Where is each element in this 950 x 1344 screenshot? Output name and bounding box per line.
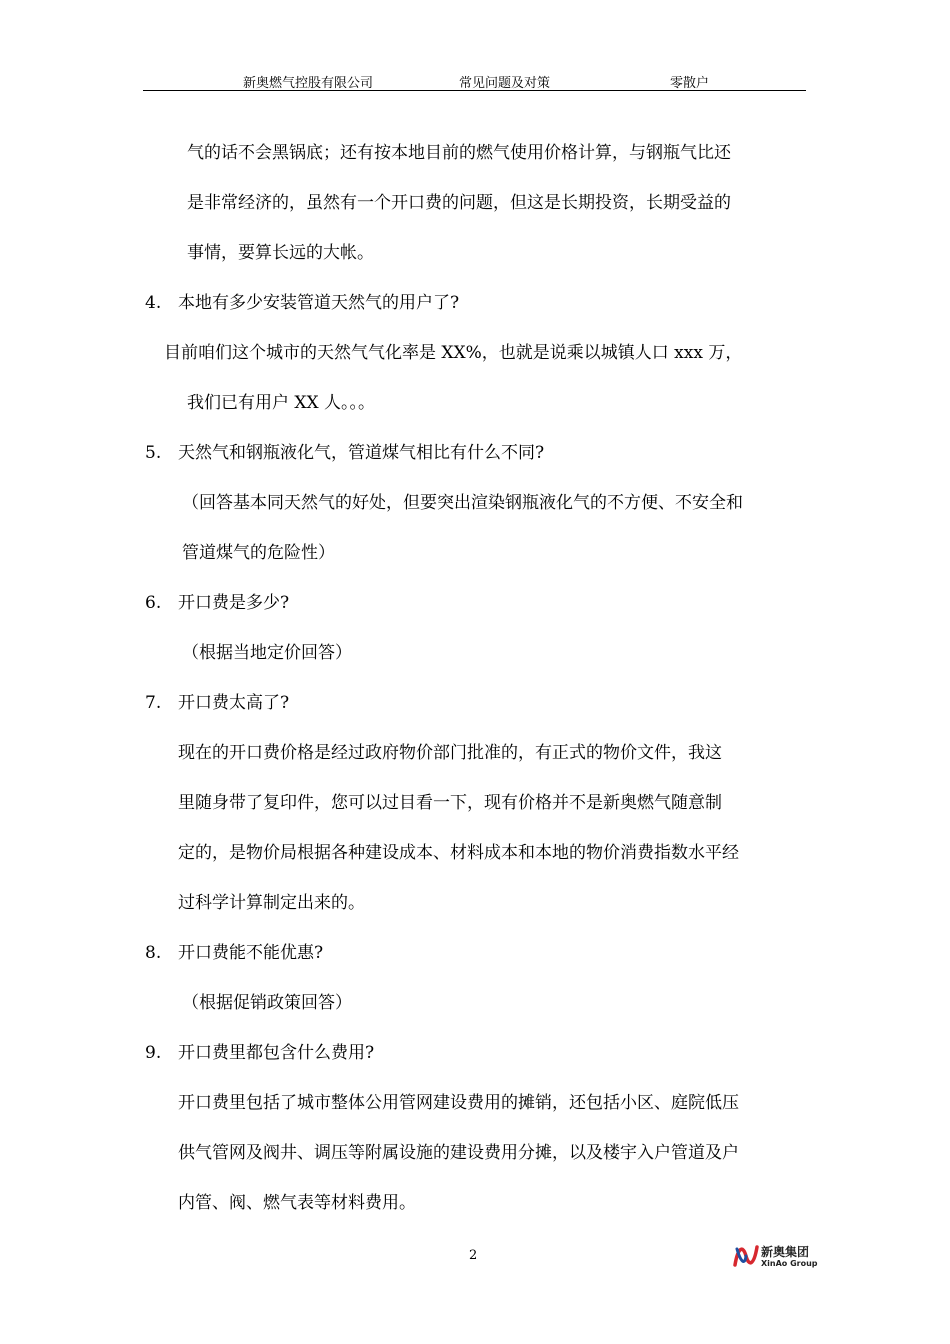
header-company: 新奥燃气控股有限公司: [243, 76, 374, 91]
page-header: [143, 70, 806, 91]
answer-text: 里随身带了复印件，您可以过目看一下，现有价格并不是新奥燃气随意制: [178, 793, 722, 813]
question-text: 开口费能不能优惠?: [178, 943, 324, 963]
answer-text: 我们已有用户 XX 人。。。: [187, 393, 376, 413]
answer-text: （回答基本同天然气的好处，但要突出渲染钢瓶液化气的不方便、不安全和: [182, 493, 743, 513]
xinao-logo-icon: [733, 1243, 759, 1269]
text-line: 事情，要算长远的大帐。: [187, 243, 374, 263]
text-line: 气的话不会黑锅底；还有按本地目前的燃气使用价格计算，与钢瓶气比还: [187, 143, 731, 163]
answer-text: 内管、阀、燃气表等材料费用。: [178, 1193, 416, 1213]
question-text: 开口费是多少?: [178, 593, 290, 613]
answer-text: （根据促销政策回答）: [182, 993, 352, 1013]
item-number: 8.: [145, 943, 162, 963]
text-line: 是非常经济的，虽然有一个开口费的问题，但这是长期投资，长期受益的: [187, 193, 731, 213]
header-category: 零散户: [670, 76, 710, 91]
item-number: 7.: [145, 693, 162, 713]
answer-text: 开口费里包括了城市整体公用管网建设费用的摊销，还包括小区、庭院低压: [178, 1093, 739, 1113]
page-number: 2: [469, 1248, 478, 1263]
question-text: 本地有多少安装管道天然气的用户了?: [178, 293, 460, 313]
answer-text: 管道煤气的危险性）: [182, 543, 335, 563]
question-text: 开口费太高了?: [178, 693, 290, 713]
answer-text: 定的，是物价局根据各种建设成本、材料成本和本地的物价消费指数水平经: [178, 843, 739, 863]
item-number: 4.: [145, 293, 162, 313]
answer-text: 目前咱们这个城市的天然气气化率是 XX%，也就是说乘以城镇人口 xxx 万，: [164, 343, 743, 363]
item-number: 9.: [145, 1043, 162, 1063]
item-number: 5.: [145, 443, 162, 463]
header-title: 常见问题及对策: [459, 76, 551, 91]
question-text: 开口费里都包含什么费用?: [178, 1043, 375, 1063]
item-number: 6.: [145, 593, 162, 613]
logo-text-cn: 新奥集团: [761, 1245, 810, 1259]
answer-text: （根据当地定价回答）: [182, 643, 352, 663]
question-text: 天然气和钢瓶液化气，管道煤气相比有什么不同?: [178, 443, 545, 463]
answer-text: 过科学计算制定出来的。: [178, 893, 365, 913]
logo-text-en: XinAo Group: [761, 1259, 818, 1268]
answer-text: 供气管网及阀井、调压等附属设施的建设费用分摊，以及楼宇入户管道及户: [178, 1143, 739, 1163]
company-logo: [733, 1243, 818, 1273]
answer-text: 现在的开口费价格是经过政府物价部门批准的，有正式的物价文件，我这: [178, 743, 722, 763]
